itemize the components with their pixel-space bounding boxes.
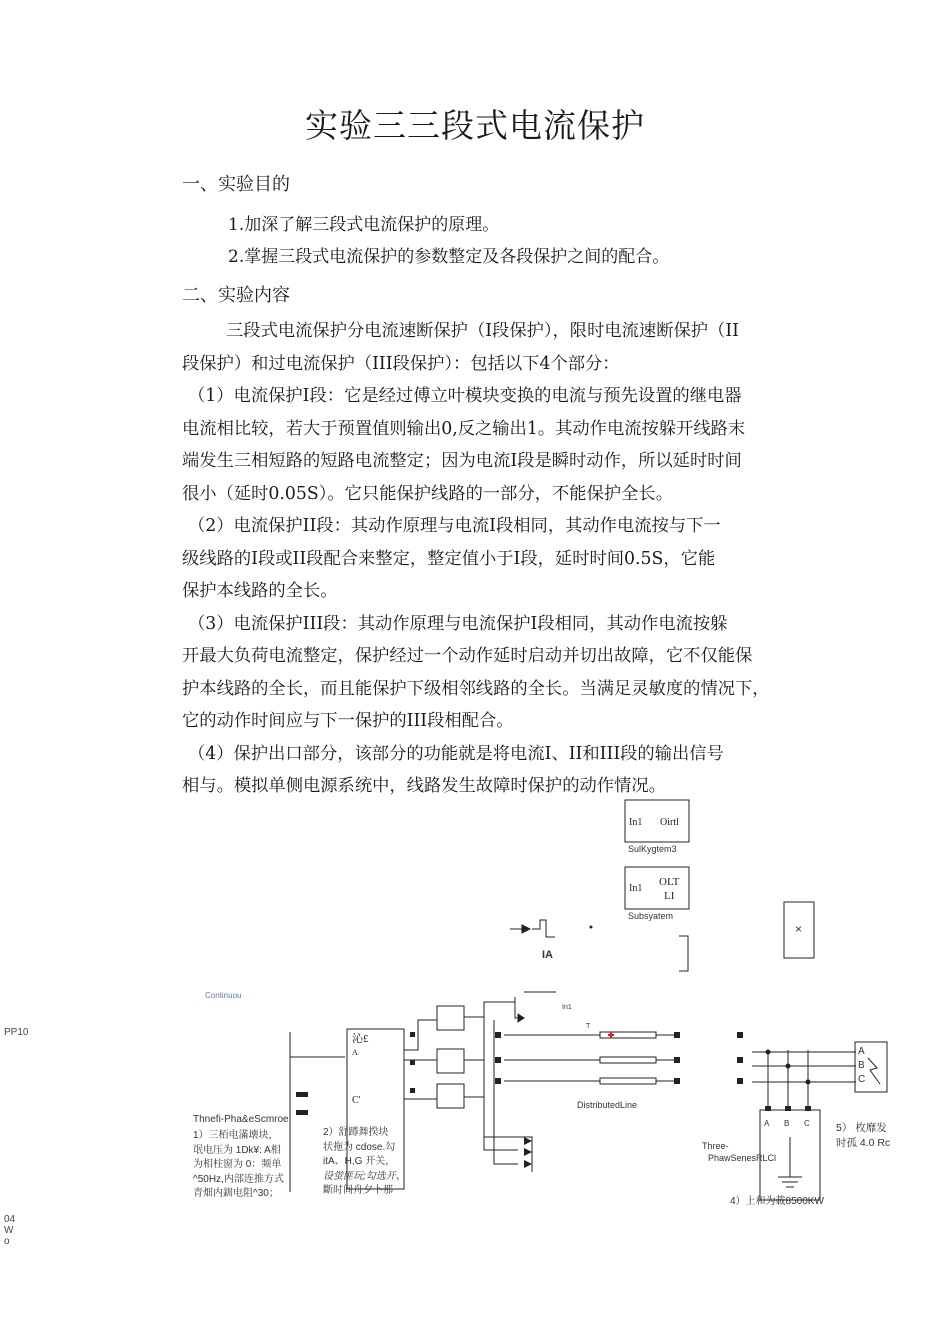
fault-port-a: A: [858, 1046, 865, 1057]
subsystem2-out-port-1: OLT: [659, 876, 680, 888]
t-port-label: T: [586, 1023, 591, 1030]
content-line: （1）电流保护I段：它是经过傅立叶模块变换的电流与预先设置的继电器: [188, 386, 742, 406]
content-line: 很小（延时0.05S）。它只能保护线路的一部分，不能保护全长。: [182, 483, 673, 504]
content-line: 电流相比较，若大于预置值则输出0,反之输出1。其动作电流按躲开线路末: [182, 418, 746, 439]
section-heading-objective: 一、实验目的: [182, 174, 290, 195]
load-port-c: C: [804, 1119, 810, 1128]
subsystem3-name: SulKygtem3: [628, 844, 677, 854]
content-line: 端发生三相短路的短路电流整定；因为电流I段是瞬时动作，所以延时时间: [182, 451, 742, 471]
in-port-label: In1: [562, 1004, 572, 1011]
page-title: 实验三三段式电流保护: [305, 106, 645, 145]
subsystem3-in-port: In1: [629, 817, 643, 828]
subsystem2-out-port-2: LI: [664, 890, 675, 902]
content-line: 开最大负荷电流整定，保护经过一个动作延时启动并切出故障，它不仅能保: [182, 646, 753, 666]
objective-item: 2.掌握三段式电流保护的参数整定及各段保护之间的配合。: [228, 247, 670, 267]
continuous-label: Continuou: [205, 991, 242, 1000]
measurement-label: 沁£: [352, 1033, 369, 1045]
scope-symbol: ×: [795, 922, 803, 936]
subsystem2-in-port: In1: [629, 883, 643, 894]
note-source-parameters: 1）三栢电滿壊块， 氓电压为 1Dk¥: A相 为相柱窗为 0：频单 ^50Hz,内部连推方式 青畑内釧电阻^30；: [193, 1130, 284, 1199]
section-heading-content: 二、实验内容: [182, 285, 290, 306]
series-rlc-label-1: Three-: [702, 1141, 729, 1151]
objective-item: 1.加深了解三段式电流保护的原理。: [228, 215, 500, 235]
relay-block-3: [437, 1084, 464, 1108]
content-line: 它的动作时间应与下一保护的III段相配合。: [182, 711, 514, 731]
relay-block-1: [437, 1006, 464, 1030]
source-block-title: Thnefi-Pha&eScmroe: [193, 1114, 289, 1125]
simulink-diagram: [0, 792, 950, 1252]
note-load-power: 4）上和为載8500KW: [730, 1196, 824, 1207]
load-port-b: B: [784, 1119, 790, 1128]
fault-port-c: C: [858, 1074, 866, 1085]
content-paragraphs: [182, 315, 810, 803]
measurement-port-c: C': [352, 1095, 361, 1106]
content-line: 相与。模拟单侧电源系统中，线路发生故障时保护的动作情况。: [182, 776, 666, 796]
content-line: （4）保护出口部分，该部分的功能就是将电流I、II和III段的输出信号: [188, 743, 724, 764]
content-line: 段保护）和过电流保护（III段保护）：包括以下4个部分：: [182, 353, 620, 374]
content-line: 护本线路的全长，而且能保护下级相邻线路的全长。当满足灵敏度的情况下，: [182, 678, 770, 699]
series-rlc-label-2: PhawSenesRLCl: [708, 1153, 777, 1163]
left-edge-fragment-top: PP10: [4, 1027, 29, 1038]
measurement-port-a: A: [352, 1048, 358, 1057]
relay-block-2: [437, 1049, 464, 1073]
subsystem2-name: Subsyatem: [628, 911, 674, 921]
fault-port-b: B: [858, 1060, 865, 1071]
left-edge-fragment-bottom: 04 W o: [4, 1214, 16, 1247]
ia-block-label: IA: [542, 949, 553, 961]
content-line: 保护本线路的全长。: [182, 581, 338, 601]
subsystem3-out-port: Oirtl: [660, 817, 679, 828]
note-fault-time: 5） 枚靡发 时孤 4.0 Rc: [836, 1122, 891, 1149]
distributed-line-label: DistributedLine: [577, 1100, 638, 1110]
note-breaker-parameters: 2）舒蹲舞揆块 状拖为 cdose.勾 itA、H,G 开关， 设蛍匪玩;勾选开、 斷时间舟夕卜那: [323, 1127, 406, 1196]
content-line: 级线路的I段或II段配合来整定，整定值小于I段，延时时间0.5S，它能: [182, 548, 716, 569]
content-line: （3）电流保护III段：其动作原理与电流保护I段相同，其动作电流按躲: [188, 613, 728, 634]
content-line: 三段式电流保护分电流速断保护（I段保护），限时电流速断保护（II: [226, 321, 739, 341]
load-port-a: A: [764, 1119, 770, 1128]
content-line: （2）电流保护II段：其动作原理与电流I段相同，其动作电流按与下一: [188, 516, 721, 536]
